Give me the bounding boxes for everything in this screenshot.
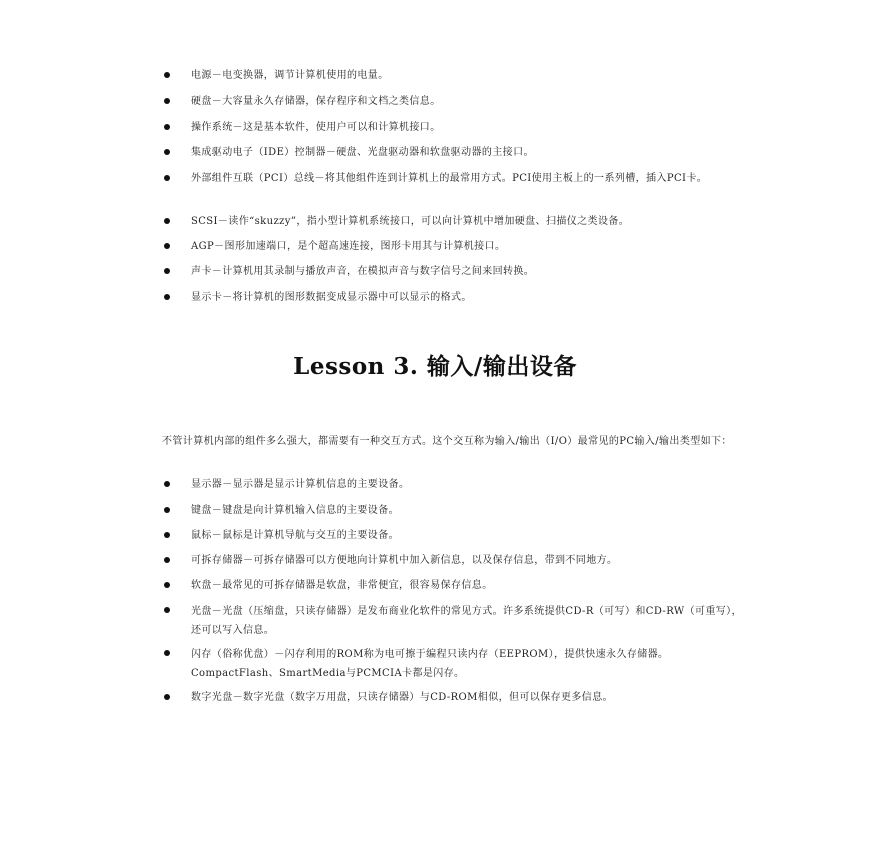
bullet-icon [164, 98, 170, 104]
bullet-icon [164, 694, 170, 700]
bullet-icon [164, 481, 170, 487]
intro-paragraph: 不管计算机内部的组件多么强大，都需要有一种交互方式。这个交互称为输入/输出（I/O）最常见的PC输入/输出类型如下： [162, 436, 732, 447]
list-item-text: 显示卡－将计算机的图形数据变成显示器中可以显示的格式。 [191, 292, 472, 303]
list-item-text: 软盘－最常见的可拆存储器是软盘，非常便宜，很容易保存信息。 [191, 580, 493, 591]
list-item-text: 集成驱动电子（IDE）控制器－硬盘、光盘驱动器和软盘驱动器的主接口。 [191, 147, 534, 158]
bullet-icon [164, 294, 170, 300]
list-item-text: 硬盘－大容量永久存储器，保存程序和文档之类信息。 [191, 96, 441, 107]
list-item-text: 键盘－键盘是向计算机输入信息的主要设备。 [191, 505, 399, 516]
list-item-text: 可拆存储器－可拆存储器可以方便地向计算机中加入新信息，以及保存信息，带到不同地方。 [191, 555, 618, 566]
list-item-text: 闪存（俗称优盘）－闪存利用的ROM称为电可擦于编程只读内存（EEPROM），提供快速永久存储器。CompactFlash、SmartMedia与PCMCIA卡都是闪存。 [191, 649, 669, 679]
list-item-text: 光盘－光盘（压缩盘，只读存储器）是发布商业化软件的常见方式。许多系统提供CD-R（可写）和CD-RW（可重写），还可以写入信息。 [191, 606, 742, 636]
list-item-text: 显示器－显示器是显示计算机信息的主要设备。 [191, 479, 410, 490]
list-item-text: 数字光盘－数字光盘（数字万用盘，只读存储器）与CD-ROM相似，但可以保存更多信息。 [191, 692, 613, 703]
bullet-icon [164, 582, 170, 588]
list-item-text: 操作系统－这是基本软件，使用户可以和计算机接口。 [191, 122, 441, 133]
bullet-icon [164, 72, 170, 78]
bullet-icon [164, 532, 170, 538]
lesson-heading: Lesson 3. 输入/输出设备 [293, 353, 577, 380]
list-item-text: 鼠标－鼠标是计算机导航与交互的主要设备。 [191, 530, 399, 541]
list-item-text: 电源－电变换器，调节计算机使用的电量。 [191, 70, 389, 81]
list-item-text: SCSI－读作“skuzzy”，指小型计算机系统接口，可以向计算机中增加硬盘、扫描仪之类设备。 [191, 216, 630, 227]
bullet-icon [164, 218, 170, 224]
list-item-text: 声卡－计算机用其录制与播放声音，在模拟声音与数字信号之间来回转换。 [191, 266, 535, 277]
bullet-icon [164, 243, 170, 249]
bullet-icon [164, 149, 170, 155]
bullet-icon [164, 175, 170, 181]
bullet-icon [164, 607, 170, 613]
list-item-text: 外部组件互联（PCI）总线－将其他组件连到计算机上的最常用方式。PCI使用主板上的一系列槽，插入PCI卡。 [191, 173, 708, 184]
bullet-icon [164, 124, 170, 130]
bullet-icon [164, 507, 170, 513]
bullet-icon [164, 557, 170, 563]
list-item-text: AGP－图形加速端口，是个超高速连接，图形卡用其与计算机接口。 [191, 241, 506, 252]
bullet-icon [164, 650, 170, 656]
bullet-icon [164, 268, 170, 274]
